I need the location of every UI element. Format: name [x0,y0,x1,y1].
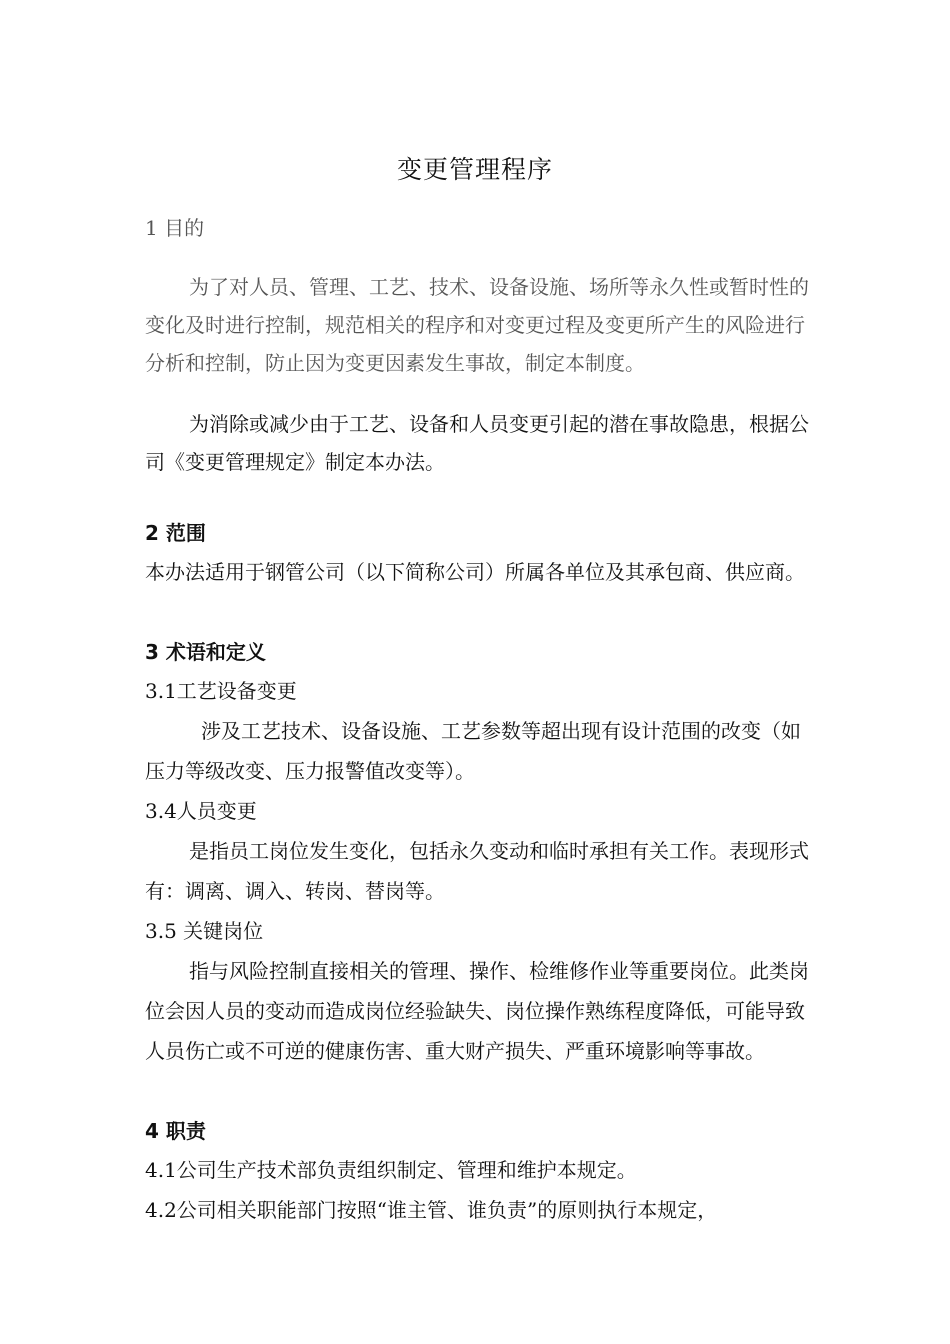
section-2-heading: 2 范围 [145,521,206,545]
section-3-heading: 3 术语和定义 [145,640,266,664]
section-4-item-2: 4.2公司相关职能部门按照“谁主管、谁负责”的原则执行本规定， [145,1198,718,1222]
term-3-1-heading: 3.1工艺设备变更 [145,679,297,703]
term-3-1-text: 涉及工艺技术、设备设施、工艺参数等超出现有设计范围的改变（如压力等级改变、压力报警值改变等）。 [145,719,801,783]
section-1-paragraph-2: 为消除或减少由于工艺、设备和人员变更引起的潜在事故隐患，根据公司《变更管理规定》制定本办法。 [145,412,809,474]
section-1-paragraph-1: 为了对人员、管理、工艺、技术、设备设施、场所等永久性或暂时性的变化及时进行控制，规范相关的程序和对变更过程及变更所产生的风险进行分析和控制，防止因为变更因素发生事故，制定本制度。 [145,275,809,375]
term-3-5-text: 指与风险控制直接相关的管理、操作、检维修作业等重要岗位。此类岗位会因人员的变动而造成岗位经验缺失、岗位操作熟练程度降低，可能导致人员伤亡或不可逆的健康伤害、重大财产损失、严重环境影响等事故。 [145,959,809,1063]
document-title: 变更管理程序 [396,155,553,184]
term-3-4-heading: 3.4人员变更 [145,799,257,823]
section-4-item-1: 4.1公司生产技术部负责组织制定、管理和维护本规定。 [145,1158,637,1182]
term-3-4-text: 是指员工岗位发生变化，包括永久变动和临时承担有关工作。表现形式有：调离、调入、转岗、替岗等。 [145,839,809,903]
section-4-heading: 4 职责 [145,1119,206,1143]
section-1-heading: 1 目的 [145,216,205,240]
term-3-5-heading: 3.5 关键岗位 [145,919,264,943]
section-2-paragraph: 本办法适用于钢管公司（以下简称公司）所属各单位及其承包商、供应商。 [145,560,805,584]
